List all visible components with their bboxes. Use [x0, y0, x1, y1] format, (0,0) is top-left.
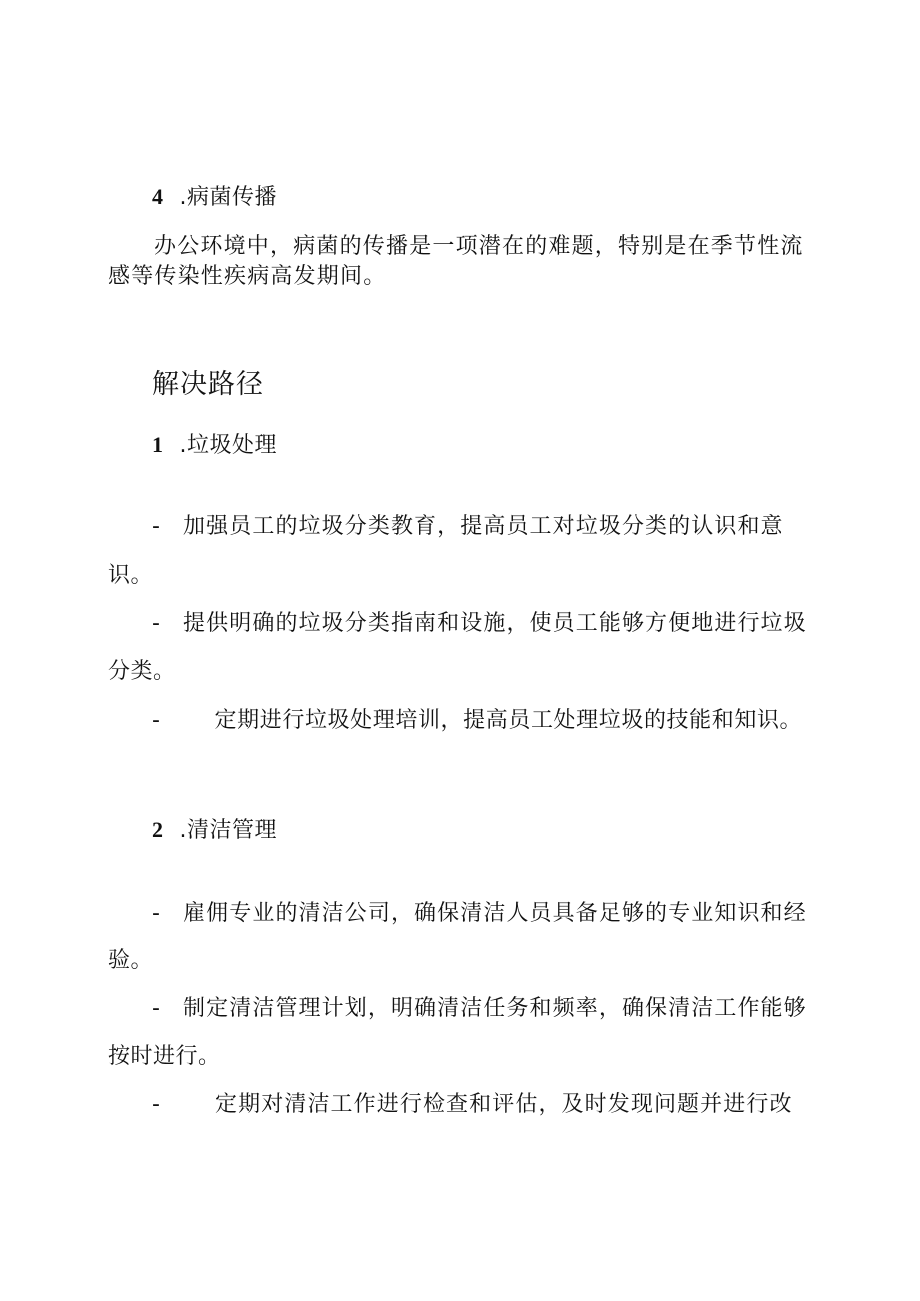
subsection-1-number: 1	[152, 432, 164, 457]
list-item-text: 定期对清洁工作进行检查和评估，及时发现问题并进行改	[215, 1092, 793, 1117]
list-dash: -	[152, 708, 161, 733]
list-item-continuation: 分类。	[108, 659, 176, 684]
subsection-2-title: .清洁管理	[179, 818, 277, 843]
list-dash: -	[152, 514, 162, 539]
solutions-heading: 解决路径	[152, 369, 264, 400]
list-item-text: 加强员工的垃圾分类教育，提高员工对垃圾分类的认识和意	[183, 514, 784, 539]
subsection-2-heading	[152, 815, 277, 846]
subsection-1-heading	[152, 430, 277, 461]
list-dash: -	[152, 1092, 162, 1117]
list-dash: -	[152, 996, 162, 1021]
list-item-text: 定期进行垃圾处理培训，提高员工处理垃圾的技能和知识。	[214, 708, 803, 733]
list-item	[152, 609, 807, 639]
subsection-1-title: .垃圾处理	[179, 433, 277, 458]
list-item	[152, 899, 807, 929]
list-item-text: 制定清洁管理计划，明确清洁任务和频率，确保清洁工作能够	[183, 996, 807, 1021]
section-4-number: 4	[152, 184, 164, 209]
section-4-heading	[152, 182, 277, 213]
list-item	[152, 1090, 793, 1120]
list-item-continuation: 识。	[108, 563, 154, 588]
list-item-continuation: 验。	[108, 948, 154, 973]
list-item-text: 提供明确的垃圾分类指南和设施，使员工能够方便地进行垃圾	[183, 611, 807, 636]
list-dash: -	[152, 611, 162, 636]
list-item-text: 雇佣专业的清洁公司，确保清洁人员具备足够的专业知识和经	[183, 901, 807, 926]
list-item	[152, 706, 802, 736]
section-4-paragraph-line-1: 办公环境中，病菌的传播是一项潜在的难题，特别是在季节性流	[154, 234, 804, 259]
section-4-paragraph-line-2: 感等传染性疾病高发期间。	[108, 264, 387, 289]
subsection-2-number: 2	[152, 817, 164, 842]
list-item	[152, 512, 784, 542]
list-dash: -	[152, 901, 162, 926]
list-item	[152, 994, 807, 1024]
section-4-title: .病菌传播	[179, 185, 277, 210]
list-item-continuation: 按时进行。	[108, 1044, 221, 1069]
